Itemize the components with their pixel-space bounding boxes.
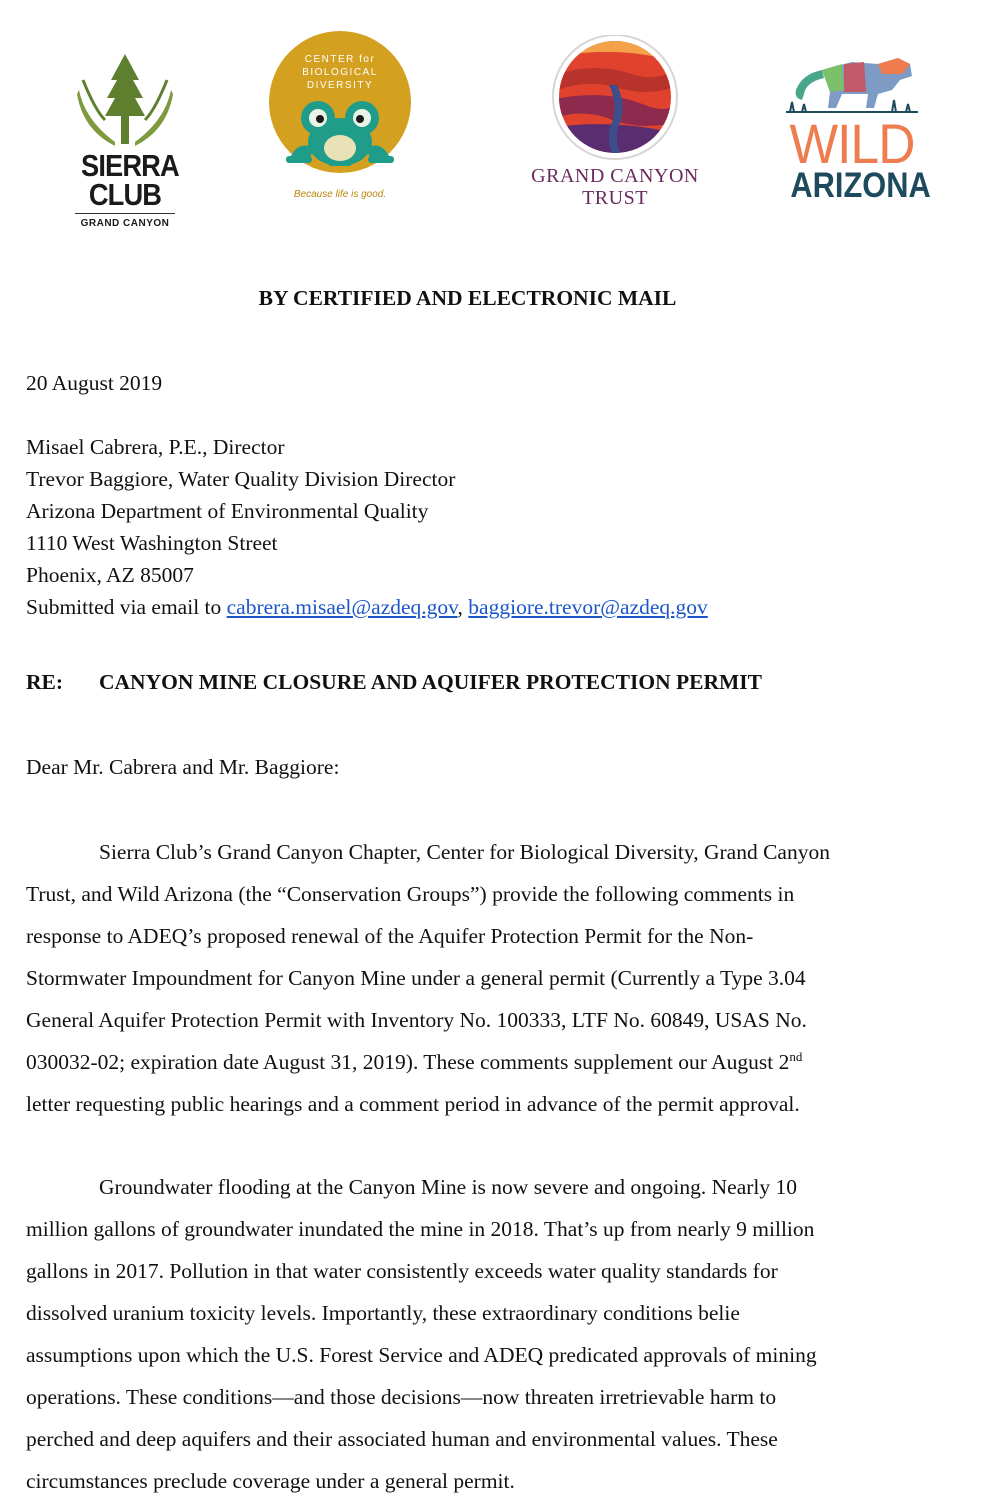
sierra-club-name-line2: CLUB [88, 177, 162, 212]
paragraph-2-line: circumstances preclude coverage under a general permit. [26, 1469, 515, 1493]
paragraph-2-line: perched and deep aquifers and their associated human and environmental values. These [26, 1427, 778, 1451]
sequoia-tree-icon [75, 50, 175, 150]
wild-arizona-line1: WILD [789, 112, 915, 175]
wild-arizona-logo [782, 50, 931, 210]
cbd-arc-line1: CENTER for [304, 54, 376, 65]
gct-name-line2: TRUST [582, 187, 648, 209]
paragraph-2-line: dissolved uranium toxicity levels. Importantly, these extraordinary conditions belie [26, 1301, 740, 1325]
ordinal-superscript: nd [789, 1048, 803, 1064]
paragraph-2 [26, 1166, 936, 1502]
gct-logo [515, 35, 715, 210]
gct-name-line1: GRAND CANYON [531, 165, 699, 187]
paragraph-2-line: Groundwater flooding at the Canyon Mine is now severe and ongoing. Nearly 10 [99, 1175, 797, 1199]
cbd-logo [268, 30, 412, 205]
paragraph-1-line: Sierra Club’s Grand Canyon Chapter, Center for Biological Diversity, Grand Canyon [99, 840, 830, 864]
wild-arizona-line2: ARIZONA [790, 166, 931, 205]
address-line5: Phoenix, AZ 85007 [26, 563, 194, 587]
email-link-cabrera[interactable]: cabrera.misael@azdeq.gov [226, 595, 458, 619]
address-line4: 1110 West Washington Street [26, 531, 278, 555]
paragraph-2-line: operations. These conditions—and those decisions—now threaten irretrievable harm to [26, 1385, 777, 1409]
frog-icon [268, 30, 412, 202]
cbd-arc-line2: BIOLOGICAL [302, 67, 378, 78]
sierra-club-logo [75, 50, 179, 235]
cbd-tagline: Because life is good. [293, 189, 387, 200]
email-separator: , [457, 595, 469, 619]
paragraph-1-line: Stormwater Impoundment for Canyon Mine under a general permit (Currently a Type 3.04 [26, 966, 806, 990]
address-line2: Trevor Baggiore, Water Quality Division Director [26, 467, 456, 491]
re-line [26, 670, 762, 695]
sierra-club-name-line1: SIERRA [81, 148, 179, 183]
mail-heading: BY CERTIFIED AND ELECTRONIC MAIL [258, 286, 677, 310]
paragraph-2-line: million gallons of groundwater inundated the mine in 2018. That’s up from nearly 9 million [26, 1217, 815, 1241]
canyon-emblem-icon [515, 35, 715, 160]
re-label: RE: [26, 670, 64, 694]
re-subject: CANYON MINE CLOSURE AND AQUIFER PROTECTION PERMIT [99, 670, 762, 694]
cougar-icon [782, 50, 922, 116]
submitted-prefix: Submitted via email to [26, 595, 227, 619]
paragraph-2-line: gallons in 2017. Pollution in that water consistently exceeds water quality standards for [26, 1259, 778, 1283]
paragraph-1-line: Trust, and Wild Arizona (the “Conservation Groups”) provide the following comments in [26, 882, 795, 906]
paragraph-1-line-6 [26, 1041, 936, 1083]
paragraph-1-line: General Aquifer Protection Permit with Inventory No. 100333, LTF No. 60849, USAS No. [26, 1008, 807, 1032]
paragraph-2-line: assumptions upon which the U.S. Forest Service and ADEQ predicated approvals of mining [26, 1343, 817, 1367]
email-link-baggiore[interactable]: baggiore.trevor@azdeq.gov [468, 595, 708, 619]
paragraph-1-line: response to ADEQ’s proposed renewal of the Aquifer Protection Permit for the Non- [26, 924, 754, 948]
paragraph-1-line-6-text: 030032-02; expiration date August 31, 2019). These comments supplement our August 2 [26, 1050, 790, 1074]
address-line3: Arizona Department of Environmental Quality [26, 499, 429, 523]
sierra-club-chapter: GRAND CANYON [80, 218, 170, 229]
cbd-arc-line3: DIVERSITY [306, 80, 374, 91]
paragraph-1-line: letter requesting public hearings and a comment period in advance of the permit approval. [26, 1092, 800, 1116]
salutation: Dear Mr. Cabrera and Mr. Baggiore: [26, 755, 340, 779]
sierra-club-divider [75, 213, 175, 214]
paragraph-1 [26, 831, 936, 1125]
letter-date: 20 August 2019 [26, 371, 163, 395]
submitted-line [26, 595, 708, 620]
address-line1: Misael Cabrera, P.E., Director [26, 435, 285, 459]
